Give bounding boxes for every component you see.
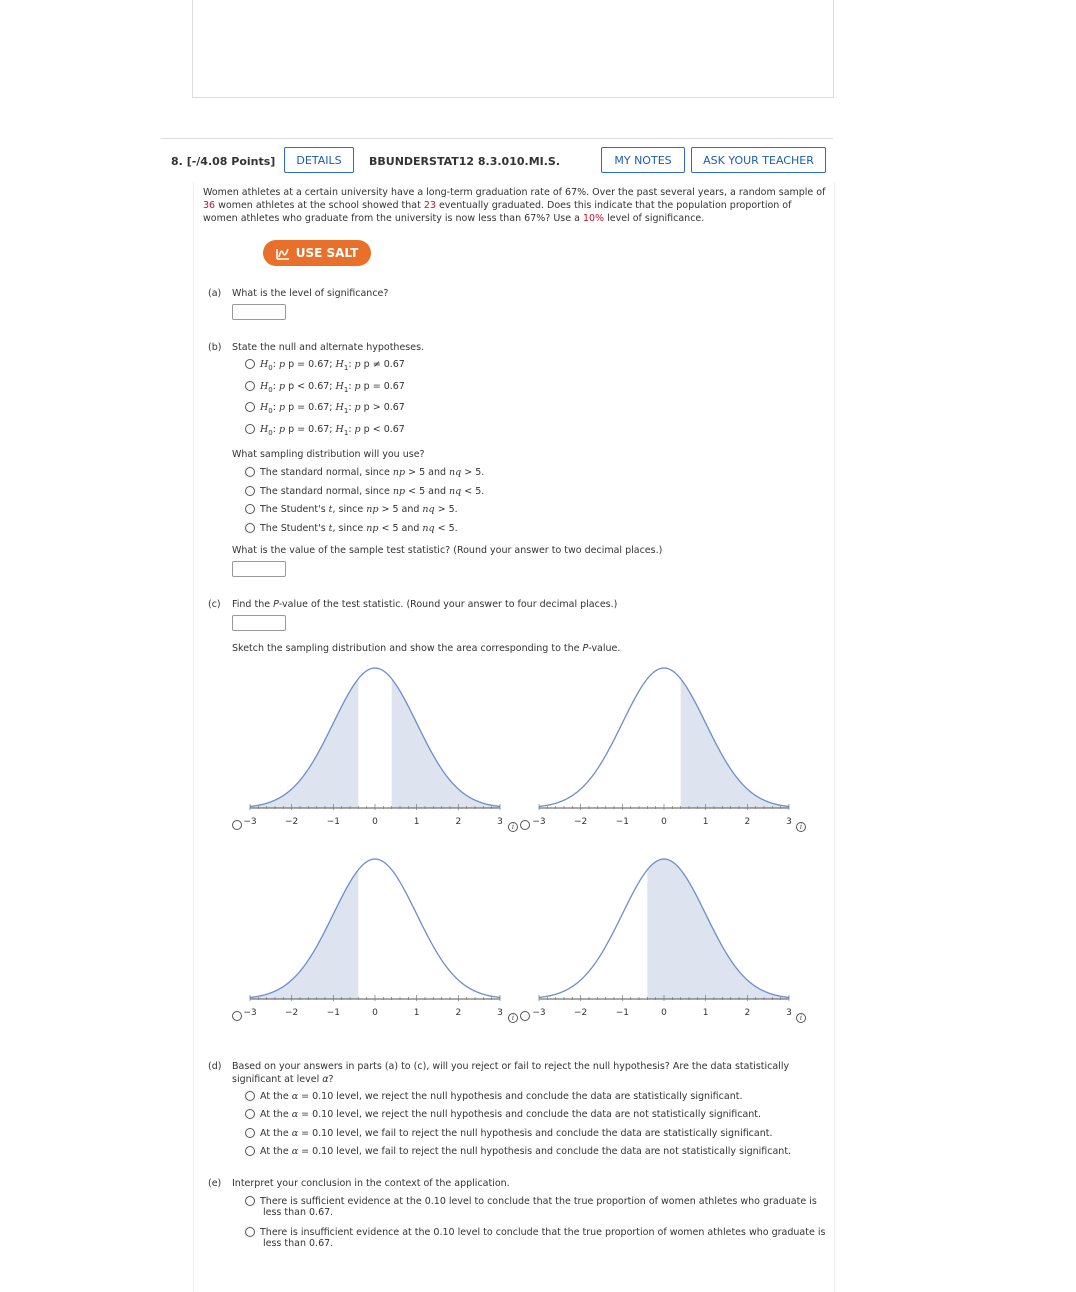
hypothesis-radio-4[interactable] <box>245 424 255 434</box>
interpretation-option-2: There is insufficient evidence at the 0.10 level to conclude that the true proportion of women athletes who graduate is less than 0.67. <box>260 1227 826 1249</box>
info-icon[interactable]: i <box>796 822 806 832</box>
tick-label: −2 <box>285 817 299 827</box>
part-d-prompt-2: significant at level α? <box>232 1074 334 1085</box>
question-header <box>161 138 833 183</box>
distribution-radio-1[interactable] <box>245 467 255 477</box>
interpretation-radio-1[interactable] <box>245 1196 255 1206</box>
question-code: BBUNDERSTAT12 8.3.010.MI.S. <box>369 155 561 168</box>
significance-input[interactable] <box>232 304 286 320</box>
shaded-right-tail <box>392 679 500 808</box>
graph-two-tailed <box>240 660 510 830</box>
hypothesis-option-3: $H_0$: p p = 0.67; $H_1$: p p > 0.67 <box>260 402 405 415</box>
interpretation-radio-2[interactable] <box>245 1227 255 1237</box>
part-e-prompt: Interpret your conclusion in the context of the application. <box>232 1178 510 1189</box>
sample-size: 36 <box>203 200 216 211</box>
hypothesis-radio-1[interactable] <box>245 359 255 369</box>
normal-curve <box>250 859 500 997</box>
tick-label: −1 <box>615 1008 629 1018</box>
normal-curve <box>539 668 789 806</box>
tick-label: −2 <box>285 1008 299 1018</box>
tick-label: −3 <box>243 817 257 827</box>
conclusion-radio-4[interactable] <box>245 1146 255 1156</box>
hypothesis-radio-3[interactable] <box>245 402 255 412</box>
tick-label: 2 <box>744 817 751 827</box>
part-e-tag: (e) <box>208 1178 222 1189</box>
graph-right-wide <box>529 851 799 1021</box>
distribution-option-2: The standard normal, since np < 5 and nq < 5. <box>260 486 485 497</box>
salt-icon <box>276 247 290 260</box>
part-d-tag: (d) <box>208 1061 222 1072</box>
part-a-tag: (a) <box>208 288 222 299</box>
question-number: 8. [-/4.08 Points] <box>171 155 276 168</box>
hypothesis-option-1: $H_0$: p p = 0.67; $H_1$: p p ≠ 0.67 <box>260 359 405 372</box>
tick-label: 0 <box>372 1008 378 1018</box>
graph-right-tail <box>529 660 799 830</box>
tick-label: −1 <box>326 817 340 827</box>
tick-label: 0 <box>372 817 378 827</box>
distribution-option-3: The Student's t, since np > 5 and nq > 5. <box>260 504 458 515</box>
tick-label: 3 <box>497 1008 503 1018</box>
part-b-tag: (b) <box>208 342 222 353</box>
tick-label: 1 <box>413 1008 420 1018</box>
tick-label: −3 <box>532 1008 546 1018</box>
distribution-radio-2[interactable] <box>245 486 255 496</box>
hypothesis-option-4: $H_0$: p p = 0.67; $H_1$: p p < 0.67 <box>260 424 405 437</box>
conclusion-radio-1[interactable] <box>245 1091 255 1101</box>
hypothesis-radio-2[interactable] <box>245 381 255 391</box>
conclusion-option-2: At the α = 0.10 level, we reject the null hypothesis and conclude the data are not statistically significant. <box>260 1109 762 1120</box>
conclusion-radio-3[interactable] <box>245 1128 255 1138</box>
tick-label: −1 <box>615 817 629 827</box>
p-value-input[interactable] <box>232 615 286 631</box>
shaded-right-tail <box>647 859 789 999</box>
use-salt-button[interactable]: USE SALT <box>263 240 371 266</box>
conclusion-option-1: At the α = 0.10 level, we reject the null hypothesis and conclude the data are statistically significant. <box>260 1091 743 1102</box>
details-button[interactable]: DETAILS <box>284 147 354 173</box>
info-icon[interactable]: i <box>796 1013 806 1023</box>
hypothesis-option-2: $H_0$: p p < 0.67; $H_1$: p p = 0.67 <box>260 381 405 394</box>
distribution-option-1: The standard normal, since np > 5 and nq > 5. <box>260 467 485 478</box>
graph-left-tail <box>240 851 510 1021</box>
conclusion-option-4: At the α = 0.10 level, we fail to reject the null hypothesis and conclude the data are not statistically significant. <box>260 1146 792 1157</box>
successes: 23 <box>423 200 436 211</box>
info-icon[interactable]: i <box>508 1013 518 1023</box>
info-icon[interactable]: i <box>508 822 518 832</box>
part-d-prompt: Based on your answers in parts (a) to (c), will you reject or fail to reject the null hypothesis? Are the data statistically <box>232 1061 790 1072</box>
tick-label: −3 <box>243 1008 257 1018</box>
tick-label: −2 <box>574 817 588 827</box>
tick-label: 1 <box>413 817 420 827</box>
part-c-tag: (c) <box>208 599 221 610</box>
tick-label: 3 <box>786 817 792 827</box>
tick-label: 2 <box>744 1008 751 1018</box>
ask-teacher-button[interactable]: ASK YOUR TEACHER <box>691 147 826 173</box>
tick-label: −3 <box>532 817 546 827</box>
previous-question-box <box>192 0 834 98</box>
interpretation-option-1: There is sufficient evidence at the 0.10 level to conclude that the true proportion of women athletes who graduate is less than 0.67. <box>260 1196 817 1218</box>
alpha-value: 10% <box>582 213 605 224</box>
tick-label: 0 <box>661 1008 667 1018</box>
test-statistic-prompt: What is the value of the sample test statistic? (Round your answer to two decimal places.) <box>232 545 663 556</box>
distribution-prompt: What sampling distribution will you use? <box>232 449 425 460</box>
tick-label: −2 <box>574 1008 588 1018</box>
tick-label: 3 <box>786 1008 792 1018</box>
shaded-right-tail <box>681 679 789 808</box>
tick-label: −1 <box>326 1008 340 1018</box>
sketch-prompt: Sketch the sampling distribution and show the area corresponding to the P-value. <box>232 643 621 654</box>
shaded-left-tail <box>250 870 358 999</box>
tick-label: 1 <box>702 817 709 827</box>
part-b-prompt: State the null and alternate hypotheses. <box>232 342 425 353</box>
distribution-option-4: The Student's t, since np < 5 and nq < 5. <box>260 523 458 534</box>
part-a-prompt: What is the level of significance? <box>232 288 389 299</box>
problem-statement: Women athletes at a certain university have a long-term graduation rate of 67%. Over the past several years, a random sample of 36 women athletes at the school showed that 23 eventually graduated. Does this indicate that the population proportion of women athletes who graduate from the university is now less than 67%? Use a 10% level of significance. <box>203 187 826 224</box>
shaded-left-tail <box>250 679 358 808</box>
conclusion-radio-2[interactable] <box>245 1109 255 1119</box>
part-c-prompt: Find the P-value of the test statistic. (Round your answer to four decimal places.) <box>232 599 618 610</box>
distribution-radio-4[interactable] <box>245 523 255 533</box>
test-statistic-input[interactable] <box>232 561 286 577</box>
tick-label: 2 <box>455 1008 462 1018</box>
my-notes-button[interactable]: MY NOTES <box>601 147 685 173</box>
normal-curve <box>250 668 500 806</box>
distribution-radio-3[interactable] <box>245 504 255 514</box>
tick-label: 0 <box>661 817 667 827</box>
tick-label: 3 <box>497 817 503 827</box>
tick-label: 2 <box>455 817 462 827</box>
tick-label: 1 <box>702 1008 709 1018</box>
conclusion-option-3: At the α = 0.10 level, we fail to reject the null hypothesis and conclude the data are statistically significant. <box>260 1128 773 1139</box>
